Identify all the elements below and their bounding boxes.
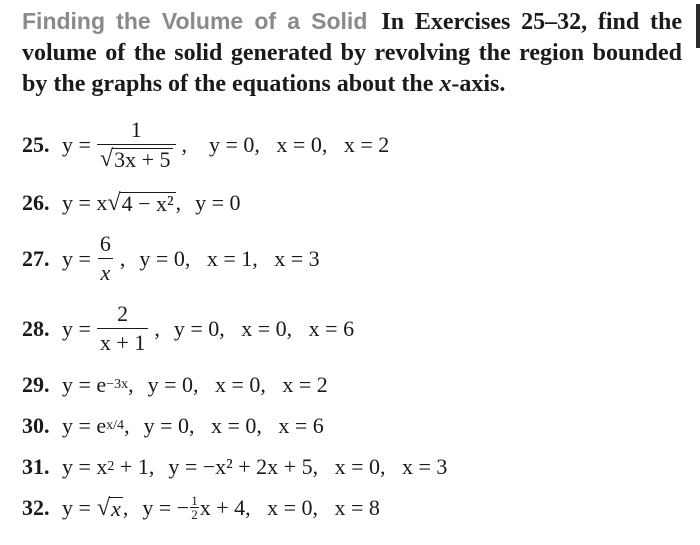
exercise-number: 32. <box>22 494 50 520</box>
exercise-number: 28. <box>22 315 50 341</box>
radical-sign-icon: √ <box>96 494 111 521</box>
equation-lhs: y = e <box>62 372 107 397</box>
equation-lhs: y = <box>62 131 91 157</box>
equation-lhs: y = <box>62 245 91 271</box>
exercise-number: 25. <box>22 131 50 157</box>
radical-sign-icon: √ <box>99 146 114 172</box>
numerator: 6 <box>99 231 111 256</box>
radical <box>107 191 175 215</box>
denominator: x + 1 <box>97 328 148 355</box>
equation-lhs: y = x <box>62 190 108 215</box>
numerator: 1 <box>191 493 198 508</box>
bounds: y = 0, x = 0, x = 2 <box>209 131 390 157</box>
separator: , <box>175 190 182 215</box>
equation-lhs: y = <box>62 494 91 520</box>
equation-lhs: y = e <box>62 413 107 438</box>
radicand: 3x + 5 <box>114 147 171 172</box>
fraction <box>97 302 148 355</box>
bounds: y = −x² + 2x + 5, x = 0, x = 3 <box>168 454 448 479</box>
bounds: y = 0, x = 0, x = 6 <box>143 413 324 438</box>
equation-lhs: y = x <box>62 454 108 479</box>
exercise-number: 31. <box>22 454 50 479</box>
denominator <box>97 144 176 171</box>
radical <box>97 496 123 520</box>
small-fraction <box>190 494 199 521</box>
exercise-number: 29. <box>22 372 50 397</box>
exercise-26 <box>22 190 241 216</box>
radical <box>100 147 173 171</box>
bounds: y = 0 <box>195 190 241 215</box>
radicand: 4 − x² <box>121 191 174 216</box>
numerator: 2 <box>117 301 129 326</box>
exercise-number: 30. <box>22 413 50 438</box>
denominator: 2 <box>191 507 198 522</box>
fraction <box>97 118 176 171</box>
separator: , <box>119 245 126 271</box>
exercise-instructions <box>22 6 682 100</box>
numerator: 1 <box>130 117 142 142</box>
fraction <box>97 232 114 285</box>
exponent: −3x <box>106 377 129 392</box>
bounds: x + 4, x = 0, x = 8 <box>199 494 380 520</box>
radicand: x <box>111 495 121 521</box>
equation-lhs: y = <box>62 315 91 341</box>
exercise-27 <box>22 232 320 285</box>
exercise-29 <box>22 372 328 398</box>
exercise-28 <box>22 302 354 355</box>
bounds: y = 0, x = 0, x = 2 <box>147 372 328 397</box>
exercise-number: 27. <box>22 245 50 271</box>
instructions-end: -axis. <box>451 71 506 97</box>
separator: , <box>124 413 130 438</box>
section-title: Finding the Volume of a Solid <box>22 8 368 34</box>
denominator: x <box>98 258 114 285</box>
bounds: y = 0, x = 0, x = 6 <box>173 315 355 341</box>
radical-sign-icon: √ <box>107 190 121 216</box>
page-edge-bar <box>696 4 700 48</box>
axis-variable: x <box>439 71 452 97</box>
bounds-part: y = − <box>142 494 190 520</box>
separator: , <box>181 131 188 157</box>
separator: , <box>122 494 129 520</box>
equation-rest: + 1, <box>114 454 155 479</box>
separator: , <box>154 315 160 341</box>
bounds: y = 0, x = 1, x = 3 <box>139 245 320 271</box>
exercise-31 <box>22 454 447 480</box>
exercise-32 <box>22 494 380 521</box>
exponent: 2 <box>107 459 115 474</box>
instructions-text: In Exercises 25–32, find the volume of the solid generated by revolving the region bounded by the graphs of the equations about the <box>22 9 682 97</box>
exercise-25 <box>22 118 389 171</box>
exponent: x/4 <box>106 418 125 433</box>
exercise-number: 26. <box>22 190 50 215</box>
separator: , <box>128 372 134 397</box>
exercise-30 <box>22 413 324 439</box>
